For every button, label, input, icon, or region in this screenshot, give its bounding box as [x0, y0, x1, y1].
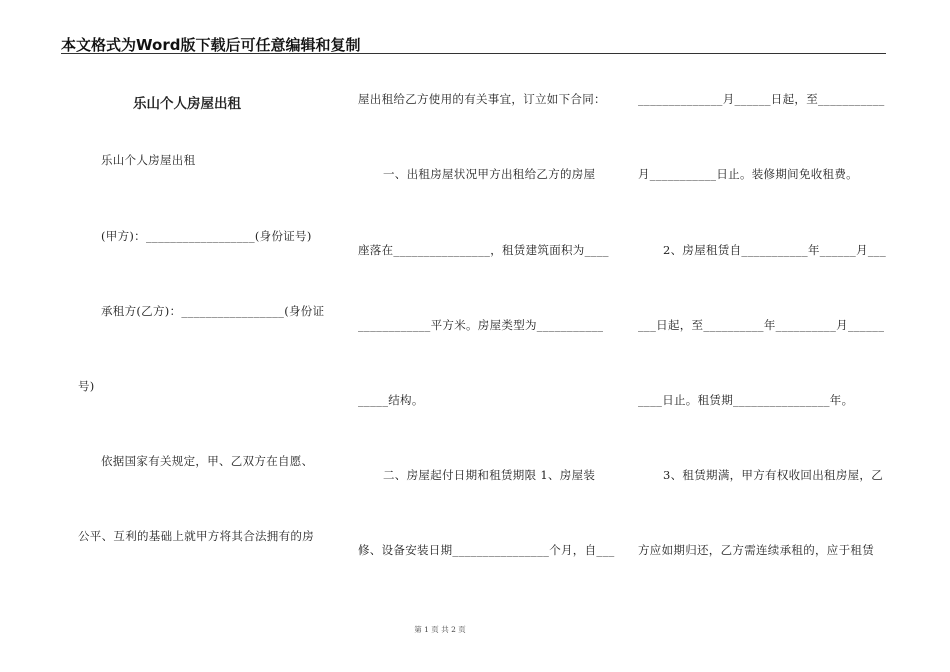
document-title: 乐山个人房屋出租 [133, 96, 241, 112]
text-line: 承租方(乙方)：_________________(身份证 [101, 304, 325, 318]
text-line: 一、出租房屋状况甲方出租给乙方的房屋 [383, 167, 596, 181]
text-line: ___日起，至__________年__________月______ [638, 318, 885, 332]
text-line: 月___________日止。装修期间免收租费。 [638, 167, 858, 181]
text-line: _____结构。 [358, 393, 424, 407]
text-line: 修、设备安装日期________________个月，自___ [358, 543, 615, 557]
text-line: 3、租赁期满，甲方有权收回出租房屋，乙 [663, 468, 884, 482]
text-line: ____日止。租赁期________________年。 [638, 393, 854, 407]
text-line: 二、房屋起付日期和租赁期限 1、房屋装 [383, 468, 596, 482]
text-line: 号) [78, 379, 95, 393]
text-line: 座落在________________，租赁建筑面积为____ [358, 243, 609, 257]
page-number: 第 1 页 共 2 页 [414, 625, 466, 634]
text-line: ______________月______日起，至___________ [638, 92, 885, 106]
text-line: 方应如期归还，乙方需连续承租的，应于租赁 [638, 543, 874, 557]
text-line: 屋出租给乙方使用的有关事宜，订立如下合同： [358, 92, 606, 106]
text-line: (甲方)：__________________(身份证号) [101, 229, 312, 243]
text-line: 乐山个人房屋出租 [101, 153, 196, 167]
text-line: ____________平方米。房屋类型为___________ [358, 318, 604, 332]
text-line: 2、房屋租赁自___________年______月___ [663, 243, 887, 257]
text-line: 依据国家有关规定，甲、乙双方在自愿、 [101, 454, 314, 468]
document-header-title: 本文格式为Word版下载后可任意编辑和复制 [61, 36, 361, 54]
text-line: 公平、互利的基础上就甲方将其合法拥有的房 [78, 529, 314, 543]
